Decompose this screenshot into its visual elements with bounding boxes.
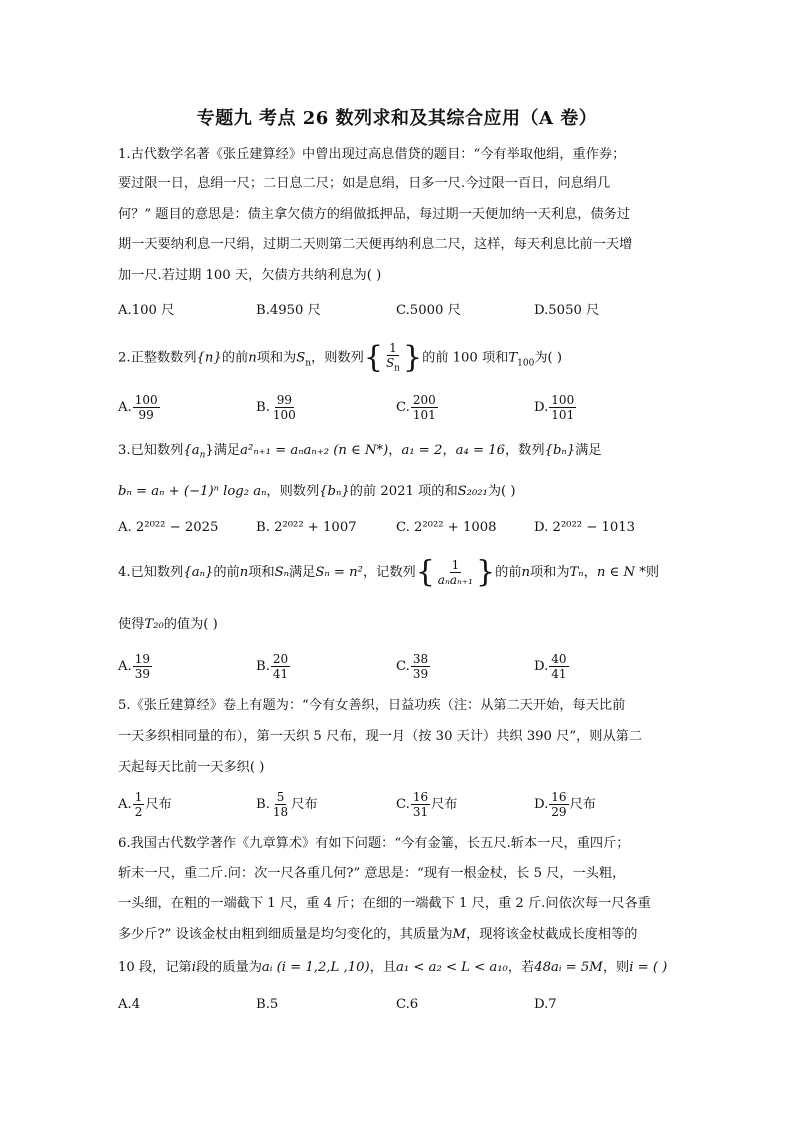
q6-option-a[interactable]: A.4 [118,997,141,1012]
q2-frac-num: 1 [389,341,397,355]
q5-option-a[interactable] [118,790,172,819]
option-label: B. [256,797,270,812]
q1-line-1: 1.古代数学名著《张丘建算经》中曾出现过高息借贷的题目：“今有举取他绢，重作券； [118,147,626,162]
q6-ineq: a₁ < a₂ < L < a₁₀ [396,960,508,975]
q2-option-a[interactable] [118,393,161,422]
q2-frac-den: S [385,356,395,370]
q3-text: ，数列 [505,443,545,458]
q6-answer-blank: i = ( ) [629,960,668,975]
frac-den: 101 [412,408,436,422]
frac-den: 101 [551,408,575,422]
q3-option-c[interactable]: C. 2²⁰²² + 1008 [396,520,497,535]
q4-seq: {aₙ} [183,565,214,580]
q2-text: 的前 100 项和 [422,350,509,366]
option-label: C. [396,400,410,415]
q6-var-i: i [191,960,196,975]
q6-options [118,997,698,1037]
frac-num: 38 [412,652,429,666]
frac-num: 5 [276,790,285,804]
q2-option-d[interactable] [534,393,577,422]
q3-line-2 [118,482,678,502]
option-unit: 尺布 [291,797,318,812]
option-unit: 尺布 [431,797,458,812]
q6-line-2: 斩末一尺，重二斤.问：次一尺各重几何?” 意思是：“现有一根金杖，长 5 尺，一头粗， [118,866,626,881]
frac-den: 39 [134,667,150,681]
q4-eq: Sₙ = n² [315,565,363,580]
frac-num: 20 [272,652,289,666]
q4-cond: n ∈ N * [596,565,646,580]
q3-seq: {a [183,443,200,458]
q3-formula: a²ₙ₊₁ = aₙaₙ₊₂ (n ∈ N*) [240,443,389,458]
q3-text: ， [442,443,456,458]
frac-num: 200 [412,393,436,407]
q3-sum: S₂₀₂₁ [457,484,488,499]
q4-sn: Sₙ [274,565,289,580]
q1-line-2: 要过限一日，息绢一尺；二日息二尺；如是息绢，日多一尺.今过限一百日，问息绢几 [118,176,611,191]
frac-den: 99 [138,408,154,422]
q4-line-2 [118,615,678,635]
frac-den: 41 [551,667,567,681]
option-label: D. [534,659,549,674]
q2-var-n: n [248,350,257,366]
q1-option-c[interactable]: C.5000 尺 [396,303,461,318]
frac-num: 100 [134,393,158,407]
option-label: B. [256,659,270,674]
q4-text: 的前 [495,565,522,580]
option-label: C. [396,659,410,674]
q4-text: 满足 [288,565,316,580]
q3-seq-b: {bₙ} [544,443,576,458]
frac-num: 16 [412,790,429,804]
q6-option-d[interactable]: D.7 [534,997,557,1012]
q4-line-1: 4.已知数列{aₙ}的前n项和Sₙ满足Sₙ = n²，记数列{ $\frac{1}{\text{aₙaₙ₊₁}}$ }的前n项和为Tₙ，n ∈ N *则 [118,554,659,590]
q3-option-b[interactable]: B. 2²⁰²² + 1007 [256,520,357,535]
q3-text: 3.已知数列 [118,443,184,458]
q1-line-5: 加一尺.若过期 100 天，欠债方共纳利息为( ) [118,268,382,283]
q4-frac-num: 1 [451,558,460,572]
q3-text: ， [388,443,402,458]
q6-option-c[interactable]: C.6 [396,997,419,1012]
q3-option-d[interactable]: D. 2²⁰²² − 1013 [534,520,636,535]
q3-a1: a₁ = 2 [401,443,443,458]
q4-text: 项和 [248,565,275,580]
q3-text: 为( ) [487,484,516,499]
q2-text: 的前 [221,350,249,366]
q4-text: 的值为( ) [163,617,218,632]
frac-den: 2 [134,805,143,819]
q4-fraction [436,558,475,587]
q5-line-3: 天起每天比前一天多织( ) [118,760,265,775]
q3-options [118,520,698,560]
q6-text: 段的质量为 [195,960,262,975]
q6-line-3: 一头细，在粗的一端截下 1 尺，重 4 斤；在细的一端截下 1 尺，重 2 斤.问依次每一尺各重 [118,896,651,911]
frac-num: 99 [276,393,292,407]
q4-text: ，记数列 [362,565,416,580]
q2-text: 项和为 [256,350,297,366]
option-label: D. [534,400,549,415]
q6-text: 10 段，记第 [118,960,192,975]
option-label: B. [256,400,270,415]
q6-text: ，则 [602,960,630,975]
q3-a4: a₄ = 16 [455,443,505,458]
q4-option-c[interactable] [396,652,431,681]
q1-options [118,299,698,339]
q1-line-3: 何？” 题目的意思是：债主拿欠债方的绢做抵押品，每过期一天便加纳一天利息，债务过 [118,207,631,222]
q2-text: 2.正整数数列 [118,350,197,366]
q2-seq: {n} [196,350,222,366]
q3-formula-b: bₙ = aₙ + (−1)ⁿ log₂ aₙ [118,484,267,499]
q1-option-a[interactable]: A.100 尺 [118,303,175,318]
q4-text: 使得 [118,617,145,632]
q3-seq-b: {bₙ} [319,484,350,499]
q6-line-1: 6.我国古代数学著作《九章算术》有如下问题：“今有金箠，长五尺.斩本一尺，重四斤； [118,836,630,851]
q2-stem: 2.正整数数列{n}的前n项和为$S_n$，则数列{ $\frac{1}{S_n}$ }的前 100 项和$T_{100}$为( ) [118,340,563,376]
q3-text: }满足 [205,443,241,458]
q3-text: ，则数列 [266,484,320,499]
q4-text: 的前 [213,565,240,580]
q6-text: 多少斤?” 设该金杖由粗到细质量是均匀变化的，其质量为 [118,927,453,942]
q5-option-d[interactable] [534,790,596,819]
q2-option-b[interactable] [256,393,299,422]
frac-num: 100 [551,393,575,407]
page-title: 专题九 考点 26 数列求和及其综合应用（A 卷） [196,108,598,129]
q3-line-1: 3.已知数列$\{a_n\}$满足a²ₙ₊₁ = aₙaₙ₊₂ (n ∈ N*)，a₁ = 2，a₄ = 16，数列{bₙ}满足 [118,443,602,461]
q5-options [118,790,698,830]
option-label: A. [118,400,132,415]
q4-options [118,652,698,692]
q2-option-c[interactable] [396,393,439,422]
option-label: C. [396,797,410,812]
q6-text: ，现将该金杖截成长度相等的 [466,927,638,942]
frac-num: 19 [134,652,150,666]
q6-var-m: M [452,927,467,942]
q5-option-b[interactable] [256,790,318,819]
q3-text: 的前 2021 项的和 [349,484,458,499]
q2-frac-sub: n [394,363,400,374]
option-unit: 尺布 [145,797,172,812]
q4-text: ， [583,565,597,580]
q4-option-d[interactable] [534,652,570,681]
q2-var-t: T [508,350,518,366]
q2-fraction [384,341,402,375]
q4-var-n: n [239,565,249,580]
q5-line-2: 一天多织相同量的布），第一天织 5 尺布，现一月（按 30 天计）共织 390 尺”，则从第二 [118,729,643,744]
frac-num: 40 [551,652,567,666]
frac-den: 31 [412,805,429,819]
q4-var-n: n [521,565,530,580]
q1-option-d[interactable]: D.5050 尺 [534,303,600,318]
q6-line-5 [118,958,678,978]
frac-num: 16 [551,790,567,804]
q4-frac-den: aₙaₙ₊₁ [437,573,473,587]
q1-option-b[interactable]: B.4950 尺 [256,303,321,318]
q6-option-b[interactable]: B.5 [256,997,279,1012]
q4-t20: T₂₀ [144,617,164,632]
frac-den: 41 [272,667,289,681]
option-unit: 尺布 [569,797,596,812]
frac-den: 29 [551,805,567,819]
q3-text: 满足 [575,443,602,458]
option-label: D. [534,797,549,812]
q6-eq: 48aᵢ = 5M [534,960,603,975]
q6-text: ，且 [369,960,397,975]
frac-den: 18 [272,805,289,819]
frac-den: 39 [412,667,429,681]
q2-text: 为( ) [534,350,563,366]
option-label: A. [118,797,132,812]
q5-line-1: 5.《张丘建算经》卷上有题为：“今有女善织，日益功疾（注：从第二天开始，每天比前 [118,698,626,713]
q3-option-a[interactable]: A. 2²⁰²² − 2025 [118,520,219,535]
q2-sub: n [305,358,312,369]
q4-tn: Tₙ [569,565,584,580]
q6-text: ，若 [507,960,535,975]
q6-line-4 [118,925,678,945]
q2-var-s: S [296,350,306,366]
q1-line-4: 期一天要纳利息一尺绢，过期二天则第二天便再纳利息二尺，这样，每天利息比前一天增 [118,237,633,252]
q4-option-a[interactable] [118,652,153,681]
q2-sub100: 100 [517,358,535,369]
q4-text: 则 [645,565,659,580]
q4-text: 项和为 [529,565,570,580]
q5-option-c[interactable] [396,790,457,819]
option-label: A. [118,659,132,674]
q4-text: 4.已知数列 [118,565,184,580]
q2-options [118,393,698,433]
q6-ai: aᵢ (i = 1,2,L ,10) [261,960,370,975]
q4-option-b[interactable] [256,652,291,681]
q2-text: ，则数列 [311,350,364,366]
frac-num: 1 [134,790,143,804]
frac-den: 100 [272,408,296,422]
